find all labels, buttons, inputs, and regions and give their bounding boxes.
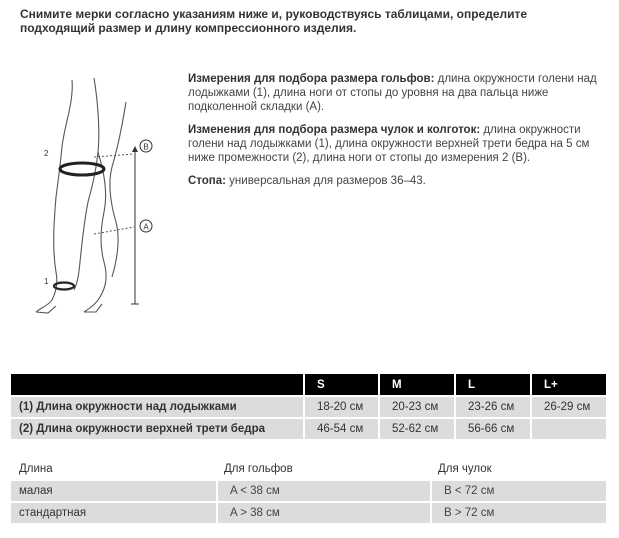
- table-row: [11, 481, 606, 501]
- length-header-stocking: Для чулок: [430, 458, 606, 479]
- row-label: (2) Длина окружности верхней трети бедра: [11, 419, 303, 439]
- size-header-s: S: [303, 374, 378, 395]
- table-cell: A < 38 см: [216, 481, 430, 501]
- size-header-blank: [11, 374, 303, 395]
- table-cell: 20-23 см: [378, 397, 454, 417]
- row-label: (1) Длина окружности над лодыжками: [11, 397, 303, 417]
- table-cell: B < 72 см: [430, 481, 606, 501]
- leg-measurement-illustration: [34, 72, 164, 317]
- size-header-lplus: L+: [530, 374, 606, 395]
- marker-b: B: [143, 142, 149, 152]
- size-header-row: [11, 374, 606, 395]
- table-cell: B > 72 см: [430, 503, 606, 523]
- size-header-m: M: [378, 374, 454, 395]
- table-cell: 26-29 см: [530, 397, 606, 417]
- label-2: 2: [44, 149, 49, 158]
- row-label: малая: [11, 481, 216, 501]
- table-row: [11, 419, 606, 439]
- measurement-info: [188, 72, 603, 197]
- table-cell: A > 38 см: [216, 503, 430, 523]
- length-header-golf: Для гольфов: [216, 458, 430, 479]
- size-header-l: L: [454, 374, 530, 395]
- row-label: стандартная: [11, 503, 216, 523]
- table-cell: [530, 419, 606, 439]
- table-cell: 56-66 см: [454, 419, 530, 439]
- table-cell: 46-54 см: [303, 419, 378, 439]
- leg-outline: [110, 102, 126, 277]
- golf-info: Измерения для подбора размера гольфов: длина окружности голени над лодыжками (1), длина ноги от стопы до уровня на два пальца ниже подколенной складки (A).: [188, 73, 597, 113]
- table-cell: 52-62 см: [378, 419, 454, 439]
- length-header-row: [11, 458, 606, 479]
- label-1: 1: [44, 277, 49, 286]
- table-row: [11, 397, 606, 417]
- table-cell: 18-20 см: [303, 397, 378, 417]
- marker-a: A: [143, 222, 149, 232]
- stocking-info: Изменения для подбора размера чулок и колготок: длина окружности голени над лодыжками (1), длина окружности верхней трети бедра на 5 см ниже промежности (2), длина ноги от стопы до измерения 2 (B).: [188, 124, 590, 164]
- table-row: [11, 503, 606, 523]
- table-cell: 23-26 см: [454, 397, 530, 417]
- leg-outline: [36, 80, 72, 312]
- foot-info: Стопа: универсальная для размеров 36–43.: [188, 175, 426, 187]
- leg-outline: [74, 78, 99, 290]
- size-table: [11, 372, 606, 441]
- intro-text: Снимите мерки согласно указаниям ниже и, руководствуясь таблицами, определите подходящий размер и длину компрессионного изделия.: [20, 7, 528, 35]
- length-table: [11, 456, 606, 525]
- thigh-measure-band: [60, 163, 104, 175]
- length-header-length: Длина: [11, 458, 216, 479]
